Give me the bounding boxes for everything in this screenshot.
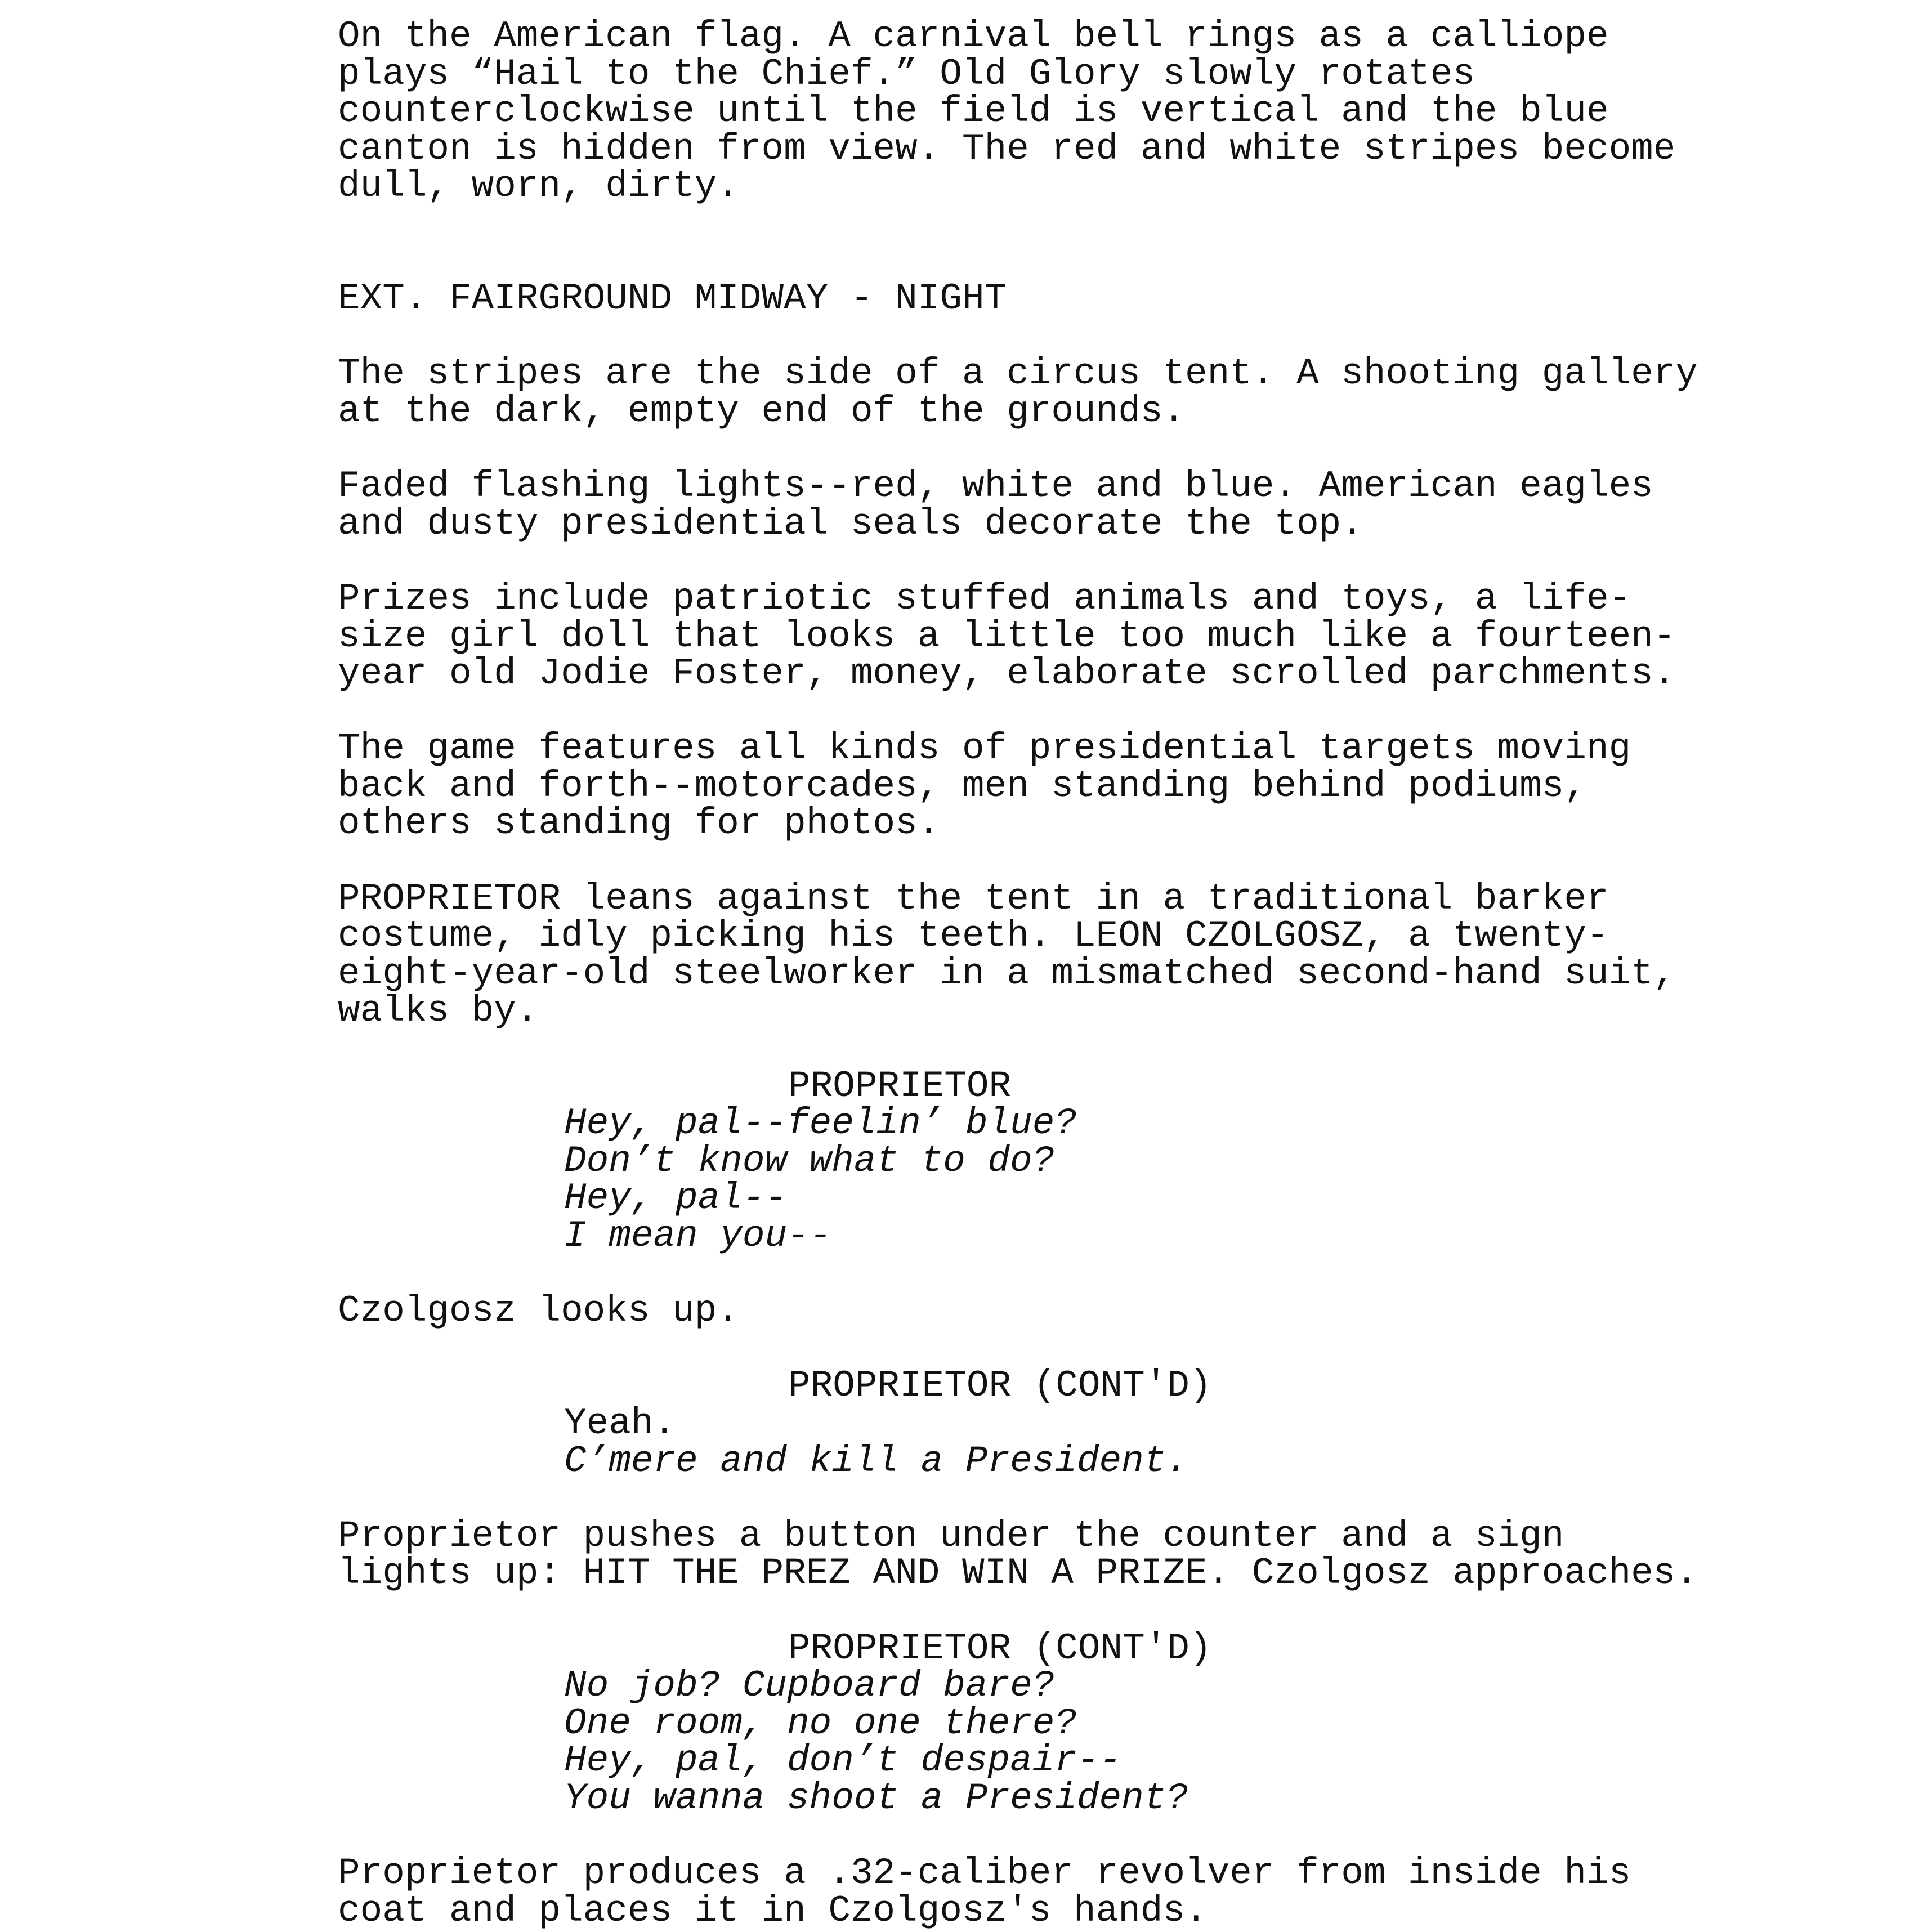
dialogue-line: You wanna shoot a President? [564,1777,1188,1819]
action-line: year old Jodie Foster, money, elaborate scrolled parchments. [338,652,1676,695]
action-line: On the American flag. A carnival bell rings as a calliope [338,15,1609,57]
action-block [338,15,1858,208]
action-block [338,465,1858,545]
action-line: size girl doll that looks a little too much like a fourteen- [338,615,1676,658]
slugline: EXT. FAIRGROUND MIDWAY - NIGHT [338,278,1007,320]
action-line: others standing for photos. [338,802,940,845]
dialogue-line: Don’t know what to do? [564,1139,1055,1182]
action-block [338,352,1858,432]
action-line: and dusty presidential seals decorate the top. [338,502,1363,545]
action-block [338,1514,1858,1595]
action-block [338,727,1858,845]
dialogue-line: C’mere and kill a President. [564,1439,1188,1482]
character-name: PROPRIETOR [788,1065,1012,1107]
action-line: canton is hidden from view. The red and white stripes become [338,127,1676,170]
scene-heading [338,280,1858,318]
action-line: costume, idly picking his teeth. LEON CZOLGOSZ, a twenty- [338,915,1609,958]
action-line: lights up: HIT THE PREZ AND WIN A PRIZE. Czolgosz approaches. [338,1552,1698,1595]
action-line: PROPRIETOR leans against the tent in a traditional barker [338,877,1609,920]
dialogue-line: No job? Cupboard bare? [564,1665,1055,1707]
action-line: Prizes include patriotic stuffed animals and toys, a life- [338,577,1631,620]
dialogue-line: Hey, pal-- [564,1177,788,1220]
action-block [338,1852,1858,1932]
action-line: counterclockwise until the field is vertical and the blue [338,90,1609,133]
action-line: The stripes are the side of a circus tent. A shooting gallery [338,352,1698,395]
action-line: walks by. [338,990,539,1032]
action-line: eight-year-old steelworker in a mismatched second-hand suit, [338,952,1676,995]
dialogue-block [338,1065,1858,1257]
action-line: Czolgosz looks up. [338,1290,739,1332]
action-line: back and forth--motorcades, men standing behind podiums, [338,764,1586,807]
character-name: PROPRIETOR (CONT'D) [788,1365,1212,1407]
action-block [338,877,1858,1032]
action-line: coat and places it in Czolgosz's hands. [338,1889,1208,1932]
action-line: at the dark, empty end of the grounds. [338,390,1186,432]
action-line: plays “Hail to the Chief.” Old Glory slowly rotates [338,52,1475,95]
action-line: Proprietor pushes a button under the counter and a sign [338,1514,1564,1557]
dialogue-line: Yeah. [564,1402,676,1444]
screenplay-page [338,15,1858,1932]
action-line: Proprietor produces a .32-caliber revolver from inside his [338,1852,1631,1895]
character-name: PROPRIETOR (CONT'D) [788,1627,1212,1670]
action-line: The game features all kinds of presidential targets moving [338,727,1631,770]
dialogue-block [338,1627,1858,1819]
dialogue-line: Hey, pal--feelin’ blue? [564,1102,1077,1145]
action-block [338,1290,1858,1332]
dialogue-line: I mean you-- [564,1215,832,1257]
dialogue-block [338,1367,1858,1480]
dialogue-line: Hey, pal, don’t despair-- [564,1739,1122,1782]
action-line: dull, worn, dirty. [338,165,739,208]
action-line: Faded flashing lights--red, white and blue. American eagles [338,465,1653,508]
action-block [338,577,1858,695]
dialogue-line: One room, no one there? [564,1702,1077,1745]
